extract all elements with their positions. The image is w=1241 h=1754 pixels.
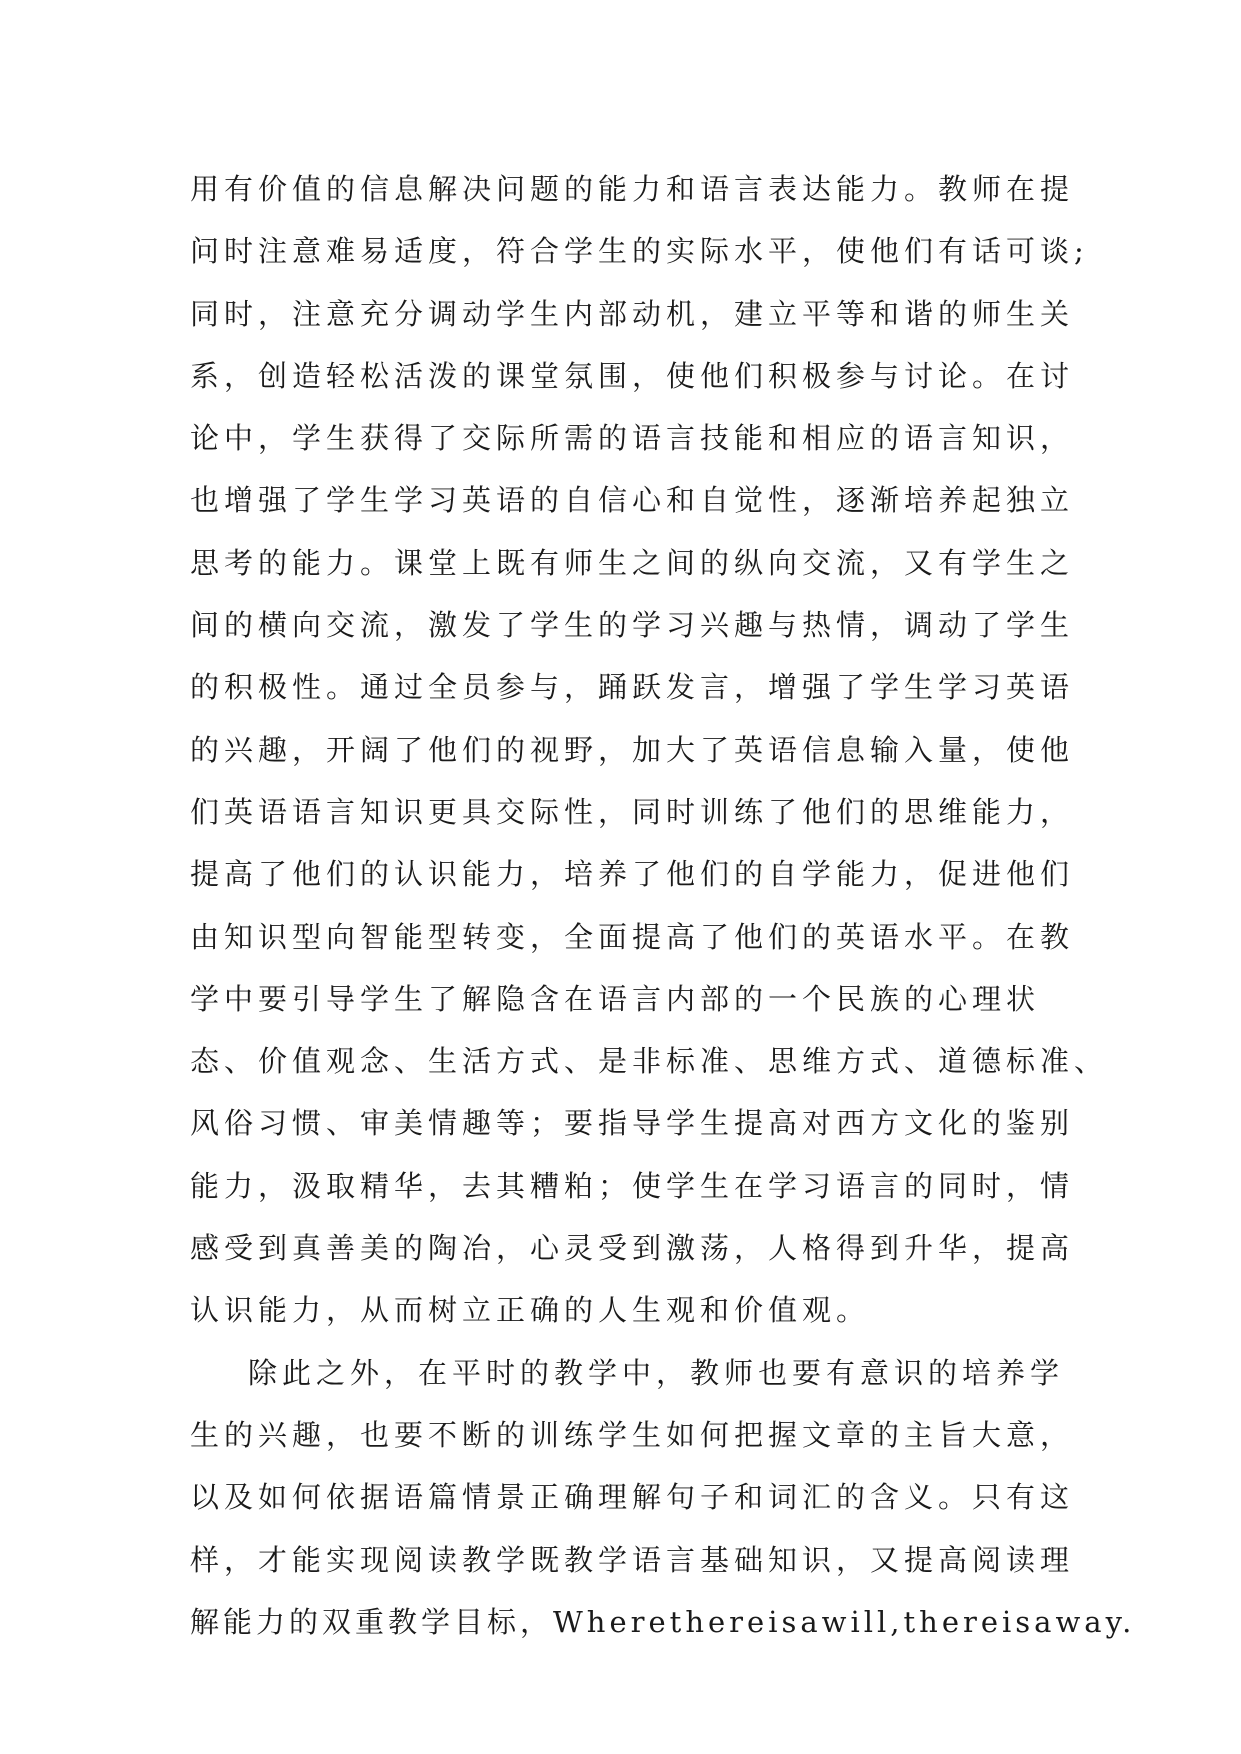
text-line: 生的兴趣，也要不断的训练学生如何把握文章的主旨大意， — [190, 1417, 1075, 1452]
text-line: 间的横向交流，激发了学生的学习兴趣与热情，调动了学生 — [190, 608, 1075, 643]
text-line: 认识能力，从而树立正确的人生观和价值观。 — [190, 1293, 871, 1328]
text-line: 用有价值的信息解决问题的能力和语言表达能力。教师在提 — [190, 172, 1075, 206]
text-line: 由知识型向智能型转变，全面提高了他们的英语水平。在教 — [190, 919, 1075, 954]
text-line: 提高了他们的认识能力，培养了他们的自学能力，促进他们 — [190, 857, 1075, 892]
text-line: 的兴趣，开阔了他们的视野，加大了英语信息输入量，使他 — [190, 732, 1075, 767]
text-line: 思考的能力。课堂上既有师生之间的纵向交流，又有学生之 — [190, 545, 1075, 580]
text-line: 也增强了学生学习英语的自信心和自觉性，逐渐培养起独立 — [190, 483, 1075, 518]
paragraph-start-line: 除此之外，在平时的教学中，教师也要有意识的培养学 — [248, 1355, 1065, 1390]
text-line: 学中要引导学生了解隐含在语言内部的一个民族的心理状 — [190, 981, 1041, 1016]
body-text — [190, 158, 1136, 1653]
text-line: 以及如何依据语篇情景正确理解句子和词汇的含义。只有这 — [190, 1480, 1075, 1515]
text-line: 系，创造轻松活泼的课堂氛围，使他们积极参与讨论。在讨 — [190, 358, 1075, 393]
text-line: 问时注意难易适度，符合学生的实际水平，使他们有话可谈; — [190, 234, 1089, 269]
text-line: 们英语语言知识更具交际性，同时训练了他们的思维能力， — [190, 794, 1075, 829]
text-line: 能力，汲取精华，去其糟粕；使学生在学习语言的同时，情 — [190, 1168, 1075, 1203]
text-line: 论中，学生获得了交际所需的语言技能和相应的语言知识， — [190, 421, 1075, 456]
text-line: 的积极性。通过全员参与，踊跃发言，增强了学生学习英语 — [190, 670, 1075, 705]
text-line: 态、价值观念、生活方式、是非标准、思维方式、道德标准、 — [190, 1044, 1109, 1079]
text-line: 感受到真善美的陶冶，心灵受到激荡，人格得到升华，提高 — [190, 1231, 1075, 1266]
text-line: 同时，注意充分调动学生内部动机，建立平等和谐的师生关 — [190, 296, 1075, 331]
text-line: 样，才能实现阅读教学既教学语言基础知识，又提高阅读理 — [190, 1542, 1075, 1577]
text-line: 风俗习惯、审美情趣等；要指导学生提高对西方文化的鉴别 — [190, 1106, 1075, 1141]
text-line: 解能力的双重教学目标，Wherethereisawill,thereisaway. — [190, 1604, 1136, 1639]
